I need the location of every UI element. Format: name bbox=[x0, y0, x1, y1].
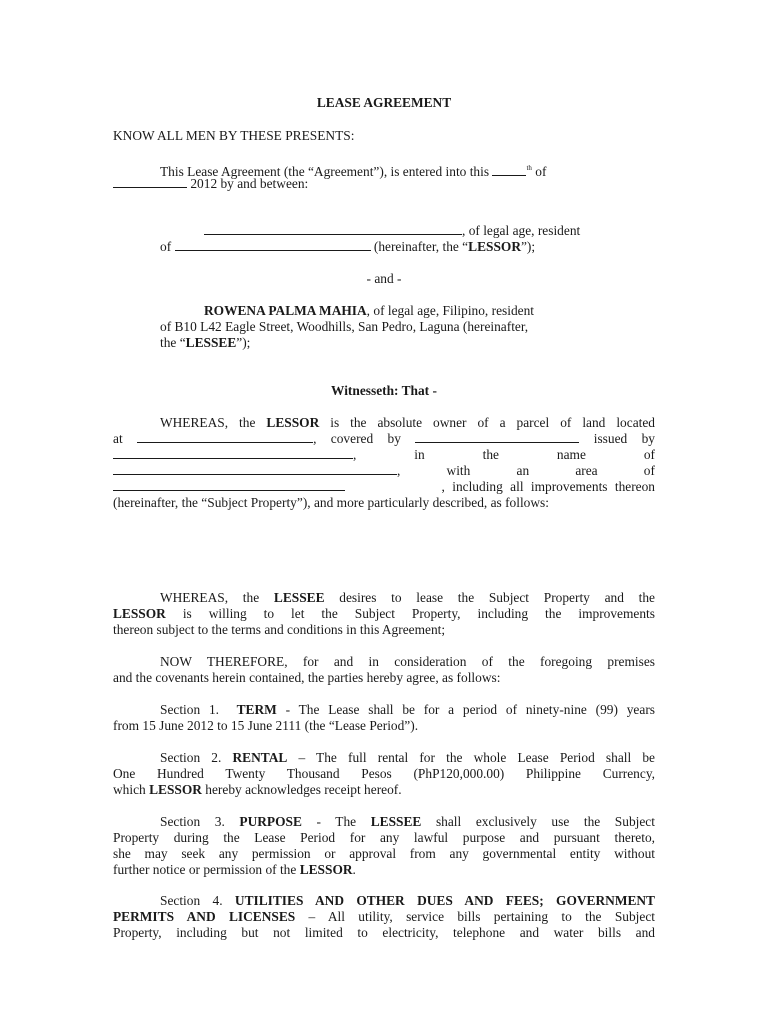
section-2-line-3: which LESSOR hereby acknowledges receipt hereof. bbox=[113, 782, 402, 797]
document-title: LEASE AGREEMENT bbox=[316, 95, 452, 110]
section-3-line-3: she may seek any permission or approval from any governmental entity without bbox=[113, 846, 655, 861]
now-line-1: NOW THEREFORE, for and in consideration of the foregoing premises bbox=[160, 654, 655, 669]
intro-line-2: 2012 by and between: bbox=[113, 176, 308, 192]
know-all-line: KNOW ALL MEN BY THESE PRESENTS: bbox=[113, 128, 355, 143]
whereas2-line-2: LESSOR is willing to let the Subject Property, including the improvements bbox=[113, 606, 655, 621]
lessor-line-2: of (hereinafter, the “LESSOR”); bbox=[160, 239, 536, 254]
whereas2-line-3: thereon subject to the terms and conditions in this Agreement; bbox=[113, 622, 446, 637]
lessor-line-1: , of legal age, resident bbox=[204, 223, 580, 239]
section-4-line-1: Section 4. UTILITIES AND OTHER DUES AND FEES; GOVERNMENT bbox=[160, 893, 655, 908]
location-blank bbox=[137, 431, 313, 443]
area-blank bbox=[113, 479, 345, 491]
lessee-line-3: the “LESSEE”); bbox=[160, 335, 251, 350]
whereas2-line-1: WHEREAS, the LESSEE desires to lease the Subject Property and the bbox=[160, 590, 655, 605]
section-4-line-2: PERMITS AND LICENSES – All utility, service bills pertaining to the Subject bbox=[113, 909, 655, 924]
section-3-line-2: Property during the Lease Period for any lawful purpose and pursuant thereto, bbox=[113, 830, 655, 845]
section-3-line-4: further notice or permission of the LESSOR. bbox=[113, 862, 356, 877]
section-1-line-2: from 15 June 2012 to 15 June 2111 (the “Lease Period”). bbox=[113, 718, 419, 733]
intro-line-1: This Lease Agreement (the “Agreement”), is entered into this $^{th}$ of bbox=[160, 164, 547, 179]
section-2-line-2: One Hundred Twenty Thousand Pesos (PhP120,000.00) Philippine Currency, bbox=[113, 766, 655, 781]
whereas1-line-5: , including all improvements thereon bbox=[113, 479, 655, 495]
now-line-2: and the covenants herein contained, the parties hereby agree, as follows: bbox=[113, 670, 501, 685]
section-2-line-1: Section 2. RENTAL – The full rental for the whole Lease Period shall be bbox=[160, 750, 655, 765]
whereas1-line-6: (hereinafter, the “Subject Property”), and more particularly described, as follows: bbox=[113, 495, 549, 510]
lessee-line-1: ROWENA PALMA MAHIA, of legal age, Filipino, resident bbox=[204, 303, 535, 318]
month-blank bbox=[113, 176, 187, 188]
issuer-blank bbox=[113, 447, 353, 459]
section-3-line-1: Section 3. PURPOSE - The LESSEE shall exclusively use the Subject bbox=[160, 814, 655, 829]
owner-name-blank bbox=[113, 463, 397, 475]
whereas1-line-3: , in the name of bbox=[113, 447, 655, 463]
section-4-line-3: Property, including but not limited to electricity, telephone and water bills and bbox=[113, 925, 655, 940]
lessor-name-blank bbox=[204, 223, 462, 235]
lessee-line-2: of B10 L42 Eagle Street, Woodhills, San Pedro, Laguna (hereinafter, bbox=[160, 319, 529, 334]
day-blank bbox=[492, 164, 526, 176]
whereas1-line-4: , with an area of bbox=[113, 463, 655, 479]
lessor-address-blank bbox=[175, 239, 371, 251]
witnesseth-heading: Witnesseth: That - bbox=[331, 383, 437, 398]
title-number-blank bbox=[415, 431, 579, 443]
and-separator: - and - bbox=[366, 271, 402, 286]
section-1-line-1: Section 1. TERM - The Lease shall be for a period of ninety-nine (99) years bbox=[160, 702, 655, 717]
whereas1-line-2: at , covered by issued by bbox=[113, 431, 655, 446]
whereas1-line-1: WHEREAS, the LESSOR is the absolute owner of a parcel of land located bbox=[160, 415, 656, 430]
